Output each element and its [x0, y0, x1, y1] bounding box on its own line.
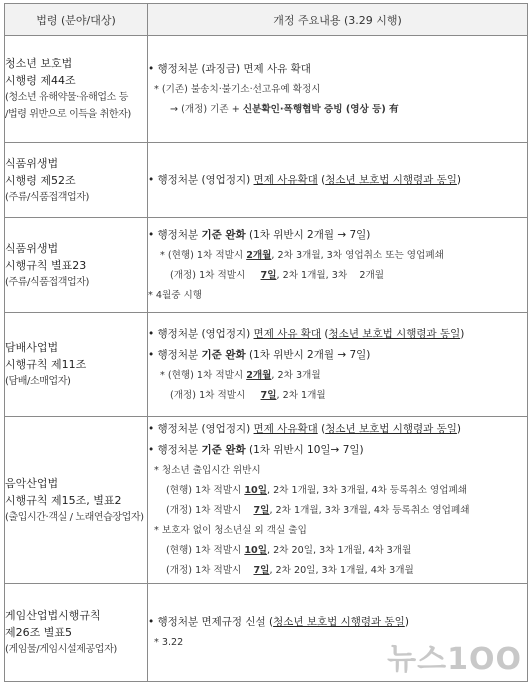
law-name: 식품위생법	[5, 156, 59, 170]
content-line: * (현행) 1차 적발시 2개월, 2차 3개월	[160, 369, 321, 381]
law-name: 음악산업법	[5, 476, 59, 490]
law-target: /법령 위반으로 이득을 취한자)	[5, 109, 131, 120]
content-line: (현행) 1차 적발시 10일, 2차 20일, 3차 1개월, 4차 3개월	[166, 545, 412, 556]
content-cell	[148, 143, 528, 218]
content-line: (현행) 1차 적발시 10일, 2차 1개월, 3차 3개월, 4차 등록취소 영업폐쇄	[166, 485, 467, 496]
content-line: (개정) 1차 적발시 7일, 2차 20일, 3차 1개월, 4차 3개월	[166, 565, 414, 576]
content-line: (개정) 1차 적발시 7일, 2차 1개월, 3차 2개월	[170, 269, 384, 281]
law-name: 게임산업법시행규칙	[5, 609, 101, 622]
content-cell	[148, 36, 528, 143]
law-target: (주류/식품접객업자)	[5, 276, 90, 288]
content-line: * 4월중 시행	[148, 289, 203, 301]
content-line: * (현행) 1차 적발시 2개월, 2차 3개월, 3차 영업취소 또는 영업폐쇄	[160, 249, 444, 261]
law-article: 시행규칙 제11조	[5, 358, 87, 371]
law-target: (청소년 유해약물·유해업소 등	[5, 92, 128, 103]
table-row	[5, 143, 528, 218]
content-line: (개정) 1차 적발시 7일, 2차 1개월	[170, 389, 326, 401]
content-line: → (개정) 기존 + 신분확인·폭행협박 증빙 (영상 등) 有	[170, 103, 399, 115]
content-line: (개정) 1차 적발시 7일, 2차 1개월, 3차 3개월, 4차 등록취소 영업폐쇄	[166, 505, 470, 516]
law-article: 시행규칙 별표23	[5, 258, 87, 272]
content-line: • 행정처분 (영업정지) 면제 사유 확대 (청소년 보호법 시행령과 동일)	[148, 327, 465, 340]
law-cell	[5, 36, 148, 143]
law-article: 시행령 제44조	[5, 74, 76, 87]
content-line: • 행정처분 기준 완화 (1차 위반시 10일→ 7일)	[148, 444, 364, 456]
law-target: (게임물/게임시설제공업자)	[5, 644, 117, 655]
table-row	[5, 36, 528, 143]
law-cell	[5, 143, 148, 218]
news1-watermark: 뉴스1OO	[387, 642, 522, 677]
law-article: 시행령 제52조	[5, 173, 76, 187]
law-target: (출입시간·객실 / 노래연습장업자)	[5, 511, 144, 523]
content-line: * 청소년 출입시간 위반시	[154, 465, 261, 476]
content-line: * 보호자 없이 청소년실 외 객실 출입	[154, 525, 307, 536]
header-law: 법령 (분야/대상)	[5, 4, 148, 36]
content-line: * (기존) 불송치·불기소·선고유예 확정시	[154, 83, 321, 95]
law-article: 제26조 별표5	[5, 626, 72, 639]
law-cell	[5, 313, 148, 417]
content-cell	[148, 218, 528, 313]
content-cell	[148, 417, 528, 584]
law-revision-table	[4, 3, 528, 682]
content-line: • 행정처분 (과징금) 면제 사유 확대	[148, 62, 311, 75]
table-row	[5, 417, 528, 584]
law-name: 식품위생법	[5, 241, 59, 255]
law-article: 시행규칙 제15조, 별표2	[5, 493, 122, 507]
content-cell	[148, 313, 528, 417]
content-line: • 행정처분 기준 완화 (1차 위반시 2개월 → 7일)	[148, 228, 371, 241]
law-cell	[5, 218, 148, 313]
table-row	[5, 313, 528, 417]
law-target: (주류/식품접객업자)	[5, 191, 90, 203]
content-line: * 3.22	[154, 637, 184, 648]
table-header-row	[5, 4, 528, 36]
law-cell	[5, 417, 148, 584]
law-target: (담배/소매업자)	[5, 376, 71, 387]
law-name: 담배사업법	[5, 341, 59, 354]
law-cell	[5, 584, 148, 682]
content-line: • 행정처분 (영업정지) 면제 사유확대 (청소년 보호법 시행령과 동일)	[148, 173, 462, 186]
content-line: • 행정처분 기준 완화 (1차 위반시 2개월 → 7일)	[148, 348, 371, 361]
table-row	[5, 218, 528, 313]
content-line: • 행정처분 면제규정 신설 (청소년 보호법 시행령과 동일)	[148, 616, 409, 628]
content-line: • 행정처분 (영업정지) 면제 사유확대 (청소년 보호법 시행령과 동일)	[148, 423, 462, 435]
law-name: 청소년 보호법	[5, 57, 73, 70]
header-content: 개정 주요내용 (3.29 시행)	[148, 4, 528, 36]
content-emphasis: 신분확인·폭행협박 증빙 (영상 등) 有	[242, 103, 399, 115]
